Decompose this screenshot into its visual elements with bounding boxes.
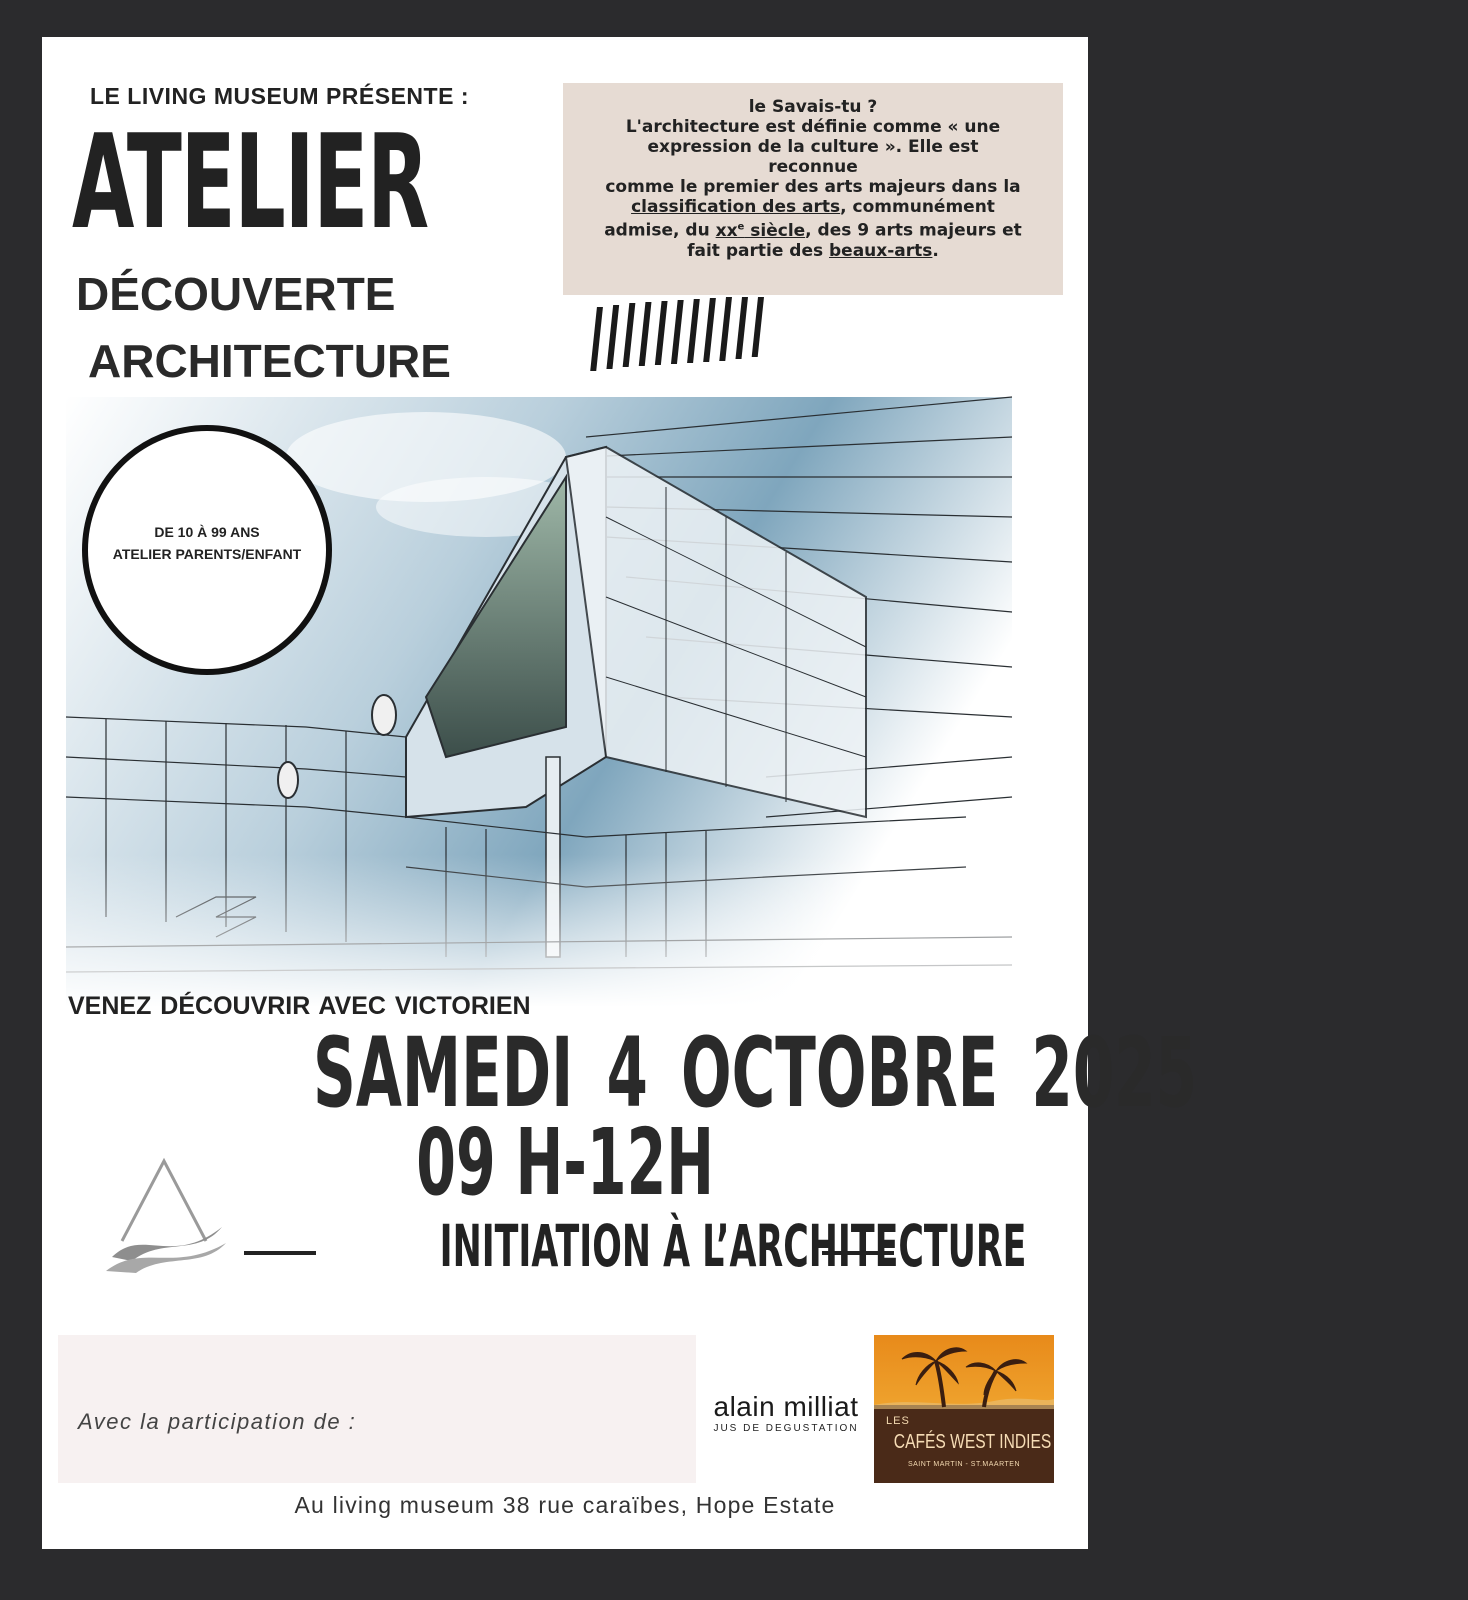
fact-line-5-after: , des 9 arts majeurs et [805,220,1022,241]
cafes-tagline: SAINT MARTIN - ST.MAARTEN [907,1461,1021,1468]
decorative-stripes [588,297,764,373]
fact-line-2: expression de la culture ». Elle est reconnue [647,137,979,177]
classification-link[interactable]: classification des arts [631,197,841,217]
poster-subtitle-1: DÉCOUVERTE [76,268,396,320]
age-badge [82,425,332,675]
beaux-arts-link[interactable]: beaux-arts [829,240,933,261]
fact-line-6 [603,241,1023,261]
poster-subtitle-2: ARCHITECTURE [88,335,451,387]
cafes-prefix: LES [886,1415,910,1427]
event-date-text: SAMEDI 4 OCTOBRE 2025 [312,1017,1198,1129]
fact-line-3: comme le premier des arts majeurs dans la [605,177,1021,197]
topic-title-text: INITIATION À L’ARCHITECTURE [439,1212,1027,1280]
workshop-type: ATELIER PARENTS/ENFANT [112,546,302,562]
century-word: siècle [744,220,806,241]
cafes-west-indies-logo [874,1335,1054,1483]
age-range: DE 10 À 99 ANS [154,524,260,540]
fact-line-6-text: fait partie des [687,240,830,261]
fact-line-5 [603,217,1023,241]
century-text: xx [715,220,738,241]
host-line: VENEZ DÉCOUVRIR AVEC VICTORIEN [68,992,531,1020]
poster [42,37,1198,1549]
fact-line-5-text: admise, du [604,220,716,241]
alain-milliat-logo [706,1393,866,1434]
museum-triangle-logo [102,1157,232,1273]
fact-line-6-after: . [932,240,939,261]
did-you-know-title: le Savais-tu ? [748,97,878,117]
partners-label: Avec la participation de : [78,1409,357,1434]
topic-title [244,1212,1027,1280]
event-date [42,1017,1198,1129]
event-time-text: 09 H-12H [416,1109,714,1216]
venue-address: Au living museum 38 rue caraïbes, Hope Estate [294,1492,836,1518]
poster-title: ATELIER [72,106,428,258]
century-link[interactable] [716,221,806,241]
cafes-name: CAFÉS WEST INDIES [893,1431,1052,1453]
presenter-line: LE LIVING MUSEUM PRÉSENTE : [90,83,469,109]
fact-line-1: L'architecture est définie comme « une [625,117,1001,137]
fact-line-4 [603,197,1023,217]
alain-milliat-tagline: JUS DE DEGUSTATION [713,1423,859,1434]
fact-line-4-text: , communément [840,197,995,217]
century-sup: e [737,221,745,232]
did-you-know-box [563,83,1063,295]
topic-banner [244,1212,1027,1283]
alain-milliat-name: alain milliat [713,1391,859,1422]
